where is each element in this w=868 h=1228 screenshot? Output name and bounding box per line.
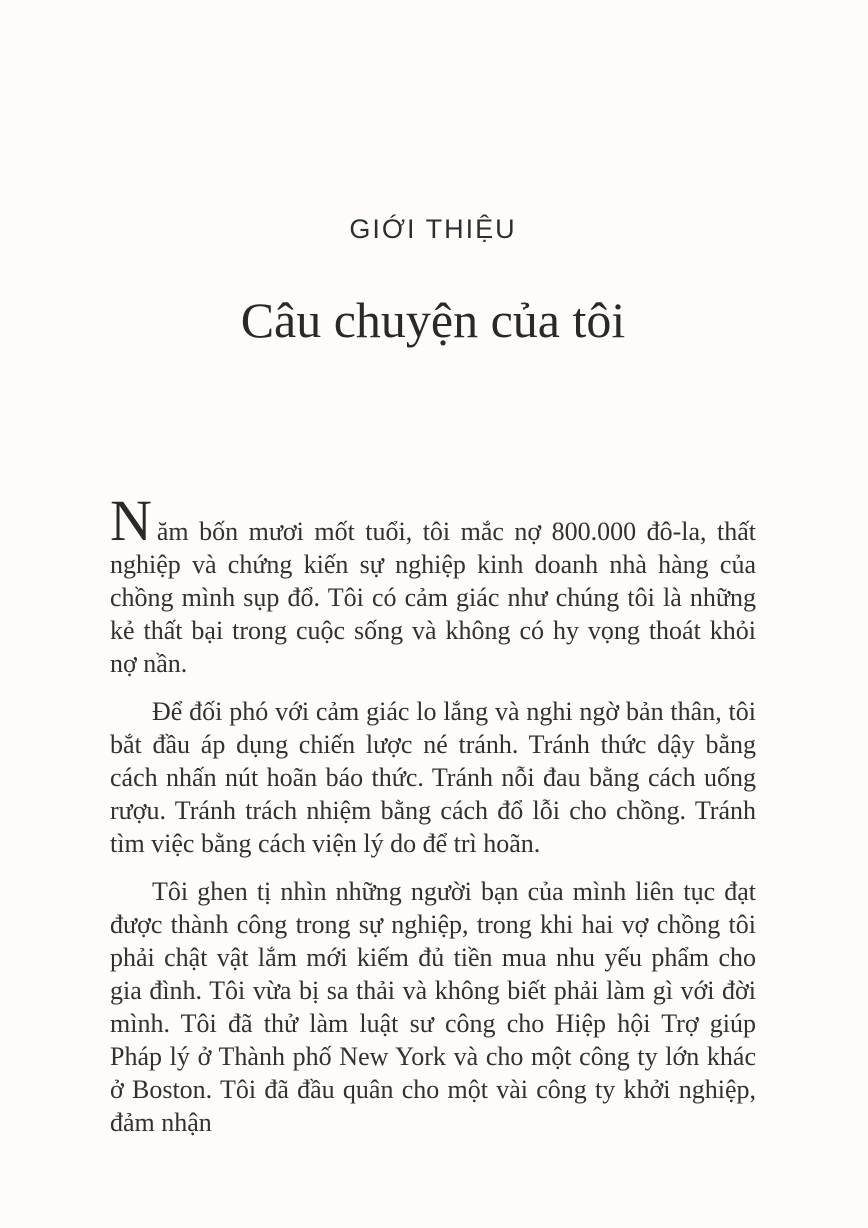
chapter-title: Câu chuyện của tôi (240, 292, 626, 348)
section-kicker: GIỚI THIỆU (349, 214, 517, 244)
paragraph-text: ăm bốn mươi mốt tuổi, tôi mắc nợ 800.000 đô-la, thất nghiệp và chứng kiến sự nghiệp kinh doanh nhà hàng của chồng mình sụp đổ. Tôi có cảm giác như chúng tôi là những kẻ thất bại trong cuộc sống và không có hy vọng thoát khỏi nợ nần. (110, 517, 756, 678)
paragraph: Để đối phó với cảm giác lo lắng và nghi ngờ bản thân, tôi bắt đầu áp dụng chiến lược né tránh. Tránh thức dậy bằng cách nhấn nút hoãn báo thức. Tránh nỗi đau bằng cách uống rượu. Tránh trách nhiệm bằng cách đổ lỗi cho chồng. Tránh tìm việc bằng cách viện lý do để trì hoãn. (110, 697, 756, 858)
chapter-header (110, 212, 756, 348)
paragraph: Tôi ghen tị nhìn những người bạn của mình liên tục đạt được thành công trong sự nghiệp, trong khi hai vợ chồng tôi phải chật vật lắm mới kiếm đủ tiền mua nhu yếu phẩm cho gia đình. Tôi vừa bị sa thải và không biết phải làm gì với đời mình. Tôi đã thử làm luật sư công cho Hiệp hội Trợ giúp Pháp lý ở Thành phố New York và cho một công ty lớn khác ở Boston. Tôi đã đầu quân cho một vài công ty khởi nghiệp, đảm nhận (110, 877, 756, 1137)
body-text (110, 488, 756, 1139)
paragraph (110, 488, 756, 680)
drop-cap-letter: N (110, 488, 152, 553)
